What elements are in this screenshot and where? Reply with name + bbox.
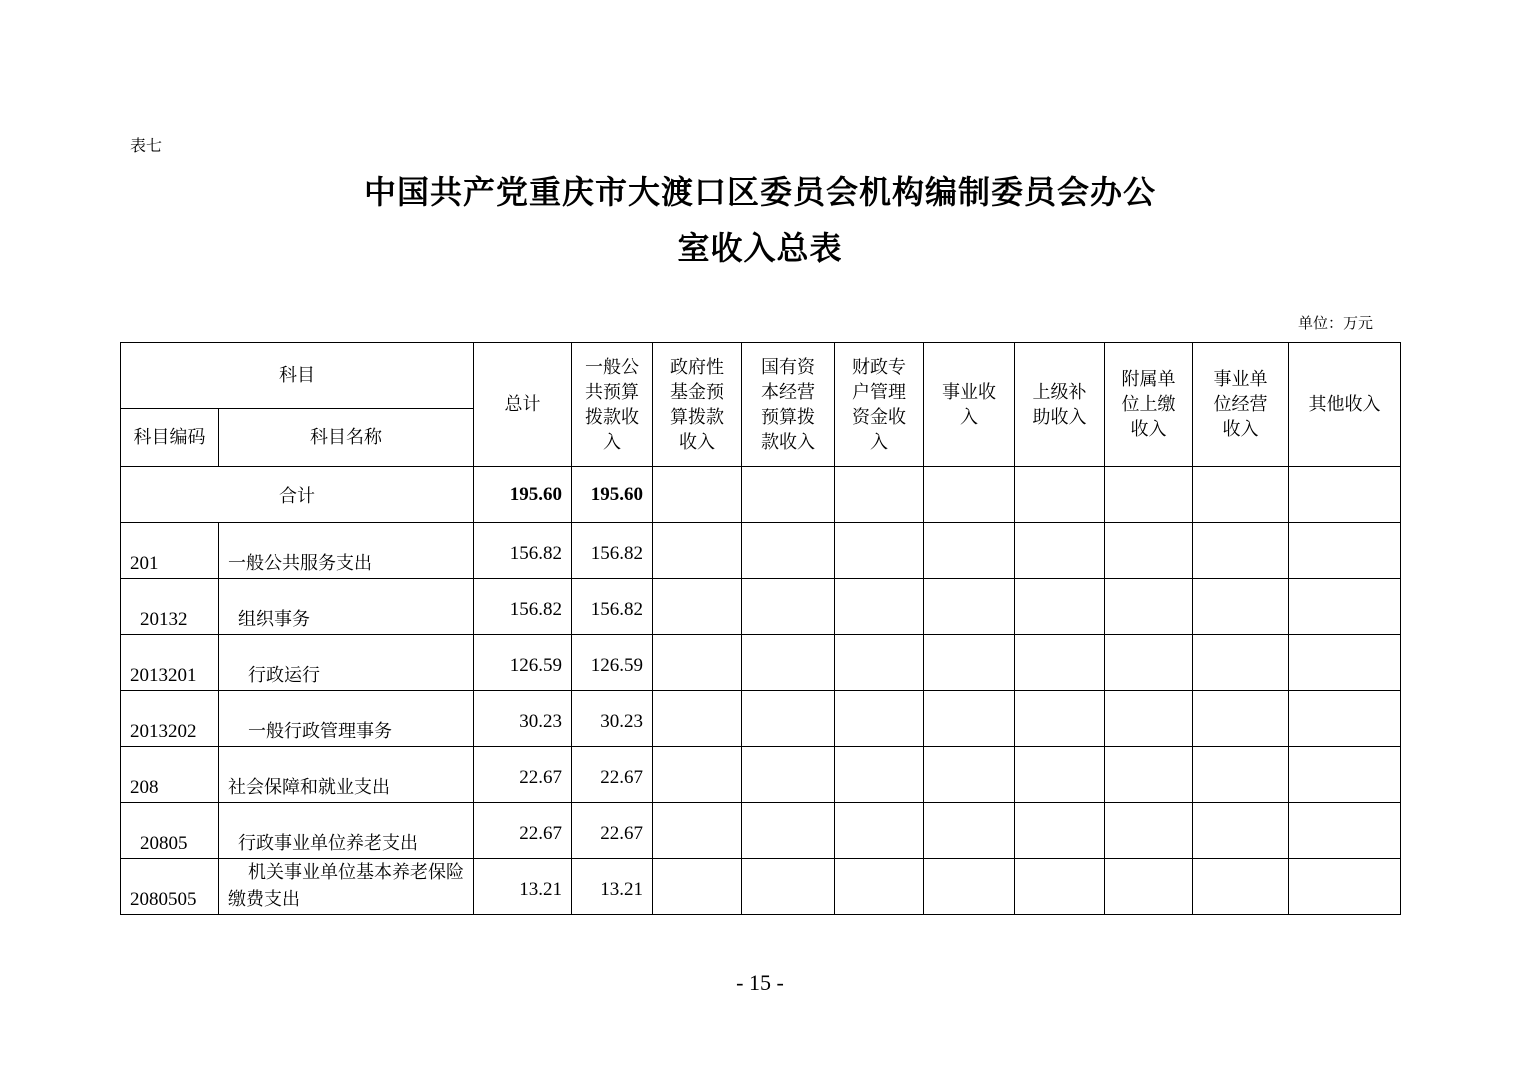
- page-title-line2: 室收入总表: [677, 229, 843, 267]
- table-row: [121, 803, 1401, 859]
- row-code: 2080505: [121, 859, 219, 915]
- row-total: 30.23: [474, 691, 572, 747]
- table-row: [121, 523, 1401, 579]
- table-row: [121, 747, 1401, 803]
- row-name: 行政事业单位养老支出: [219, 803, 474, 859]
- table-label: 表七: [130, 136, 163, 155]
- header-total: 总计: [474, 343, 572, 467]
- income-table: [120, 342, 1401, 915]
- header-subject-name: 科目名称: [219, 409, 474, 467]
- total-row-label: 合计: [121, 467, 474, 523]
- row-general-budget: 22.67: [572, 747, 653, 803]
- table-row: [121, 859, 1401, 915]
- table-row: [121, 579, 1401, 635]
- row-code: 2013202: [121, 691, 219, 747]
- header-general-budget: 一般公共预算拨款收入: [572, 343, 653, 467]
- row-total: 156.82: [474, 579, 572, 635]
- row-total: 22.67: [474, 747, 572, 803]
- header-affiliated-unit: 附属单位上缴收入: [1105, 343, 1193, 467]
- row-name: 机关事业单位基本养老保险缴费支出: [219, 859, 474, 915]
- row-name: 行政运行: [219, 635, 474, 691]
- table-row: [121, 691, 1401, 747]
- header-subject-code: 科目编码: [121, 409, 219, 467]
- row-code: 20805: [121, 803, 219, 859]
- row-general-budget: 126.59: [572, 635, 653, 691]
- header-subject: 科目: [121, 343, 474, 409]
- row-total: 126.59: [474, 635, 572, 691]
- total-row-total: 195.60: [474, 467, 572, 523]
- row-code: 2013201: [121, 635, 219, 691]
- header-state-capital: 国有资本经营预算拨款收入: [742, 343, 835, 467]
- header-business-operation: 事业单位经营收入: [1193, 343, 1289, 467]
- row-name: 社会保障和就业支出: [219, 747, 474, 803]
- unit-label: 单位：万元: [1298, 314, 1374, 332]
- header-fiscal-special: 财政专户管理资金收入: [835, 343, 924, 467]
- row-general-budget: 13.21: [572, 859, 653, 915]
- page-number: - 15 -: [736, 970, 784, 995]
- row-total: 22.67: [474, 803, 572, 859]
- table-row: [121, 635, 1401, 691]
- row-code: 20132: [121, 579, 219, 635]
- row-code: 201: [121, 523, 219, 579]
- row-general-budget: 156.82: [572, 579, 653, 635]
- row-total: 156.82: [474, 523, 572, 579]
- row-code: 208: [121, 747, 219, 803]
- row-total: 13.21: [474, 859, 572, 915]
- row-general-budget: 22.67: [572, 803, 653, 859]
- page-title-line1: 中国共产党重庆市大渡口区委员会机构编制委员会办公: [363, 173, 1156, 211]
- row-name: 组织事务: [219, 579, 474, 635]
- row-name: 一般公共服务支出: [219, 523, 474, 579]
- row-general-budget: 30.23: [572, 691, 653, 747]
- header-superior-subsidy: 上级补助收入: [1015, 343, 1105, 467]
- header-other-income: 其他收入: [1289, 343, 1401, 467]
- header-business-income: 事业收入: [924, 343, 1015, 467]
- header-gov-fund: 政府性基金预算拨款收入: [653, 343, 742, 467]
- total-row-general-budget: 195.60: [572, 467, 653, 523]
- row-general-budget: 156.82: [572, 523, 653, 579]
- row-name: 一般行政管理事务: [219, 691, 474, 747]
